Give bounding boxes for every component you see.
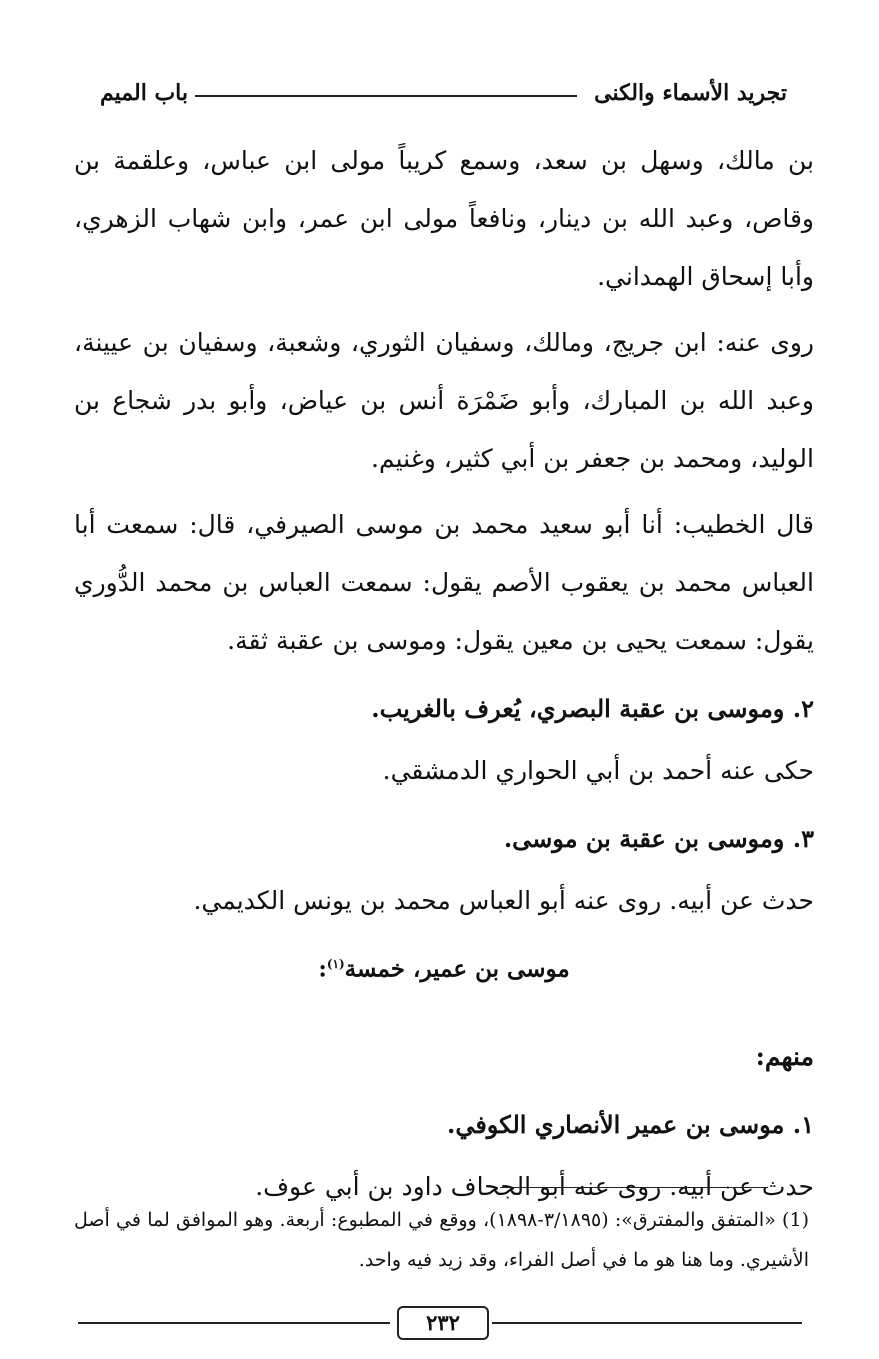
entry-1-heading: ١. موسى بن عمير الأنصاري الكوفي. [446,1109,814,1139]
bottom-rule-left [78,1322,390,1324]
main-text [74,132,814,1224]
footnote: (1) «المتفق والمفترق»: (٣/١٨٩٥-١٨٩٨)، ووقع في المطبوع: أربعة. وهو الموافق لما في أصل الأشيري. وما هنا هو ما في أصل الفراء، وقد زيد فيه واحد. [74,1209,809,1271]
entry-3-heading: ٣. وموسى بن عقبة بن موسى. [503,824,814,853]
paragraph-students: روى عنه: ابن جريج، ومالك، وسفيان الثوري، وشعبة، وسفيان بن عيينة، وعبد الله بن المبارك، وأبو ضَمْرَة أنس بن عياض، وأبو بدر شجاع بن الوليد، ومحمد بن جعفر بن أبي كثير، وغنيم. [74,328,814,473]
paragraph-teachers: بن مالك، وسهل بن سعد، وسمع كريباً مولى ابن عباس، وعلقمة بن وقاص، وعبد الله بن دينار، ونافعاً مولى ابن عمر، وابن شهاب الزهري، وأبا إسحاق الهمداني. [74,146,814,291]
entry-1-text: حدث عن أبيه. روى عنه أبو الجحاف داود بن أبي عوف. [255,1171,814,1201]
section-heading [74,942,814,992]
footnote-divider [500,1187,768,1188]
header-rule [195,95,577,97]
page-number: ٢٣٢ [397,1306,489,1340]
entry-2-text: حكى عنه أحمد بن أبي الحواري الدمشقي. [382,756,814,785]
entry-3-text: حدث عن أبيه. روى عنه أبو العباس محمد بن يونس الكديمي. [193,886,814,915]
minhum-label: منهم: [755,1041,814,1071]
footnote-ref: (١) [326,957,345,971]
running-header [100,72,787,112]
section-heading-text: موسى بن عمير، خمسة [344,955,570,983]
book-title: تجريد الأسماء والكنى [594,80,787,106]
bottom-rule-right [492,1322,802,1324]
paragraph-khatib: قال الخطيب: أنا أبو سعيد محمد بن موسى الصيرفي، قال: سمعت أبا العباس محمد بن يعقوب الأصم يقول: سمعت العباس بن محمد الدُّوري يقول: سمعت يحيى بن معين يقول: وموسى بن عقبة ثقة. [74,510,814,655]
chapter-title: باب الميم [100,80,189,106]
entry-2-heading: ٢. وموسى بن عقبة البصري، يُعرف بالغريب. [371,694,814,723]
section-heading-colon: : [318,955,327,983]
